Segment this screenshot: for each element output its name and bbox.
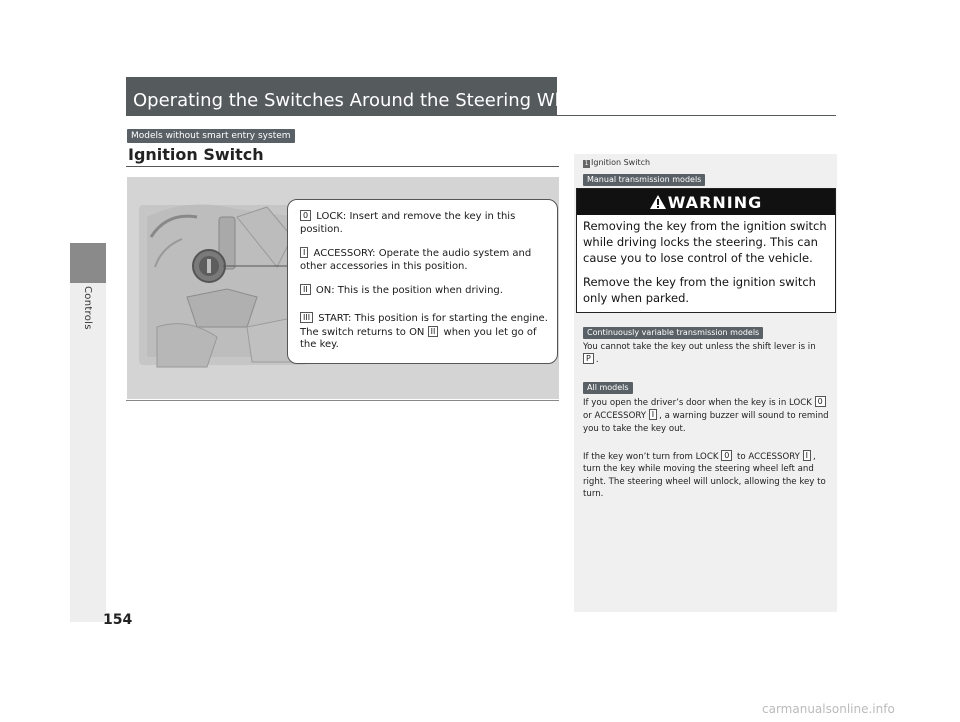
callout-lock-text: LOCK: Insert and remove the key in this position.	[300, 211, 516, 235]
unlock-paragraph	[583, 450, 831, 500]
buzzer-text-c: , a warning buzzer will sound to remind you to take the key out.	[583, 411, 829, 434]
sidebar-heading-text: Ignition Switch	[591, 158, 651, 167]
section-rule	[126, 166, 559, 167]
unlock-text-b: to ACCESSORY	[737, 452, 800, 462]
key-symbol: I	[649, 409, 657, 420]
key-symbol: I	[803, 450, 811, 461]
page-number: 154	[103, 612, 133, 628]
cvt-text-main: You cannot take the key out unless the shift lever is in	[583, 342, 816, 352]
unlock-text-c: , turn the key while moving the steering wheel left and right. The steering wheel will unlock, allowing the key to turn.	[583, 452, 826, 499]
model-tag: Models without smart entry system	[127, 129, 295, 143]
callout-accessory	[300, 247, 556, 273]
side-chapter-label: Controls	[82, 286, 93, 330]
cvt-text	[583, 341, 831, 367]
key-symbol: 0	[300, 210, 311, 221]
warning-title-text: WARNING	[667, 193, 763, 212]
key-symbol: II	[300, 284, 311, 295]
warning-title	[577, 193, 835, 212]
buzzer-text-a: If you open the driver’s door when the key is in LOCK	[583, 398, 812, 408]
warning-header	[577, 189, 835, 215]
reference-mark-icon: 1	[584, 160, 589, 167]
figure-rule	[126, 400, 559, 401]
cvt-text-end: .	[595, 355, 599, 366]
warning-paragraph-1: Removing the key from the ignition switch while driving locks the steering. This can cause you to lose control of the vehicle.	[583, 219, 827, 265]
key-symbol: III	[300, 312, 313, 323]
key-positions-callout	[287, 199, 558, 364]
key-symbol: II	[428, 326, 439, 337]
watermark: carmanualsonline.info	[762, 702, 895, 716]
cvt-tag: Continuously variable transmission models	[583, 327, 763, 339]
warning-triangle-icon	[650, 195, 666, 209]
unlock-text-a: If the key won’t turn from LOCK	[583, 452, 719, 462]
callout-start	[300, 312, 556, 352]
callout-accessory-text: ACCESSORY: Operate the audio system and other accessories in this position.	[300, 248, 532, 272]
callout-on-text: ON: This is the position when driving.	[315, 285, 503, 296]
key-symbol: P	[583, 353, 594, 364]
manual-transmission-tag: Manual transmission models	[583, 174, 705, 186]
key-symbol: I	[300, 247, 308, 258]
chapter-title: Operating the Switches Around the Steering Wheel	[133, 90, 594, 111]
warning-paragraph-2: Remove the key from the ignition switch only when parked.	[583, 275, 816, 305]
callout-start-text: START: This position is for starting the engine. The switch returns to ON	[300, 313, 548, 338]
chapter-side-strip	[70, 283, 106, 622]
warning-box	[576, 188, 836, 313]
callout-on	[300, 284, 556, 298]
chapter-rule	[126, 115, 836, 116]
section-title: Ignition Switch	[128, 145, 264, 164]
callout-lock	[300, 210, 556, 236]
all-models-tag: All models	[583, 382, 633, 394]
buzzer-paragraph	[583, 396, 831, 435]
key-symbol: 0	[721, 450, 732, 461]
chapter-side-tab	[70, 243, 106, 283]
key-symbol: 0	[815, 396, 826, 407]
sidebar-heading	[583, 158, 650, 168]
buzzer-text-b: or ACCESSORY	[583, 411, 647, 422]
callout-start-text-end: when you let go of the key.	[300, 326, 537, 350]
